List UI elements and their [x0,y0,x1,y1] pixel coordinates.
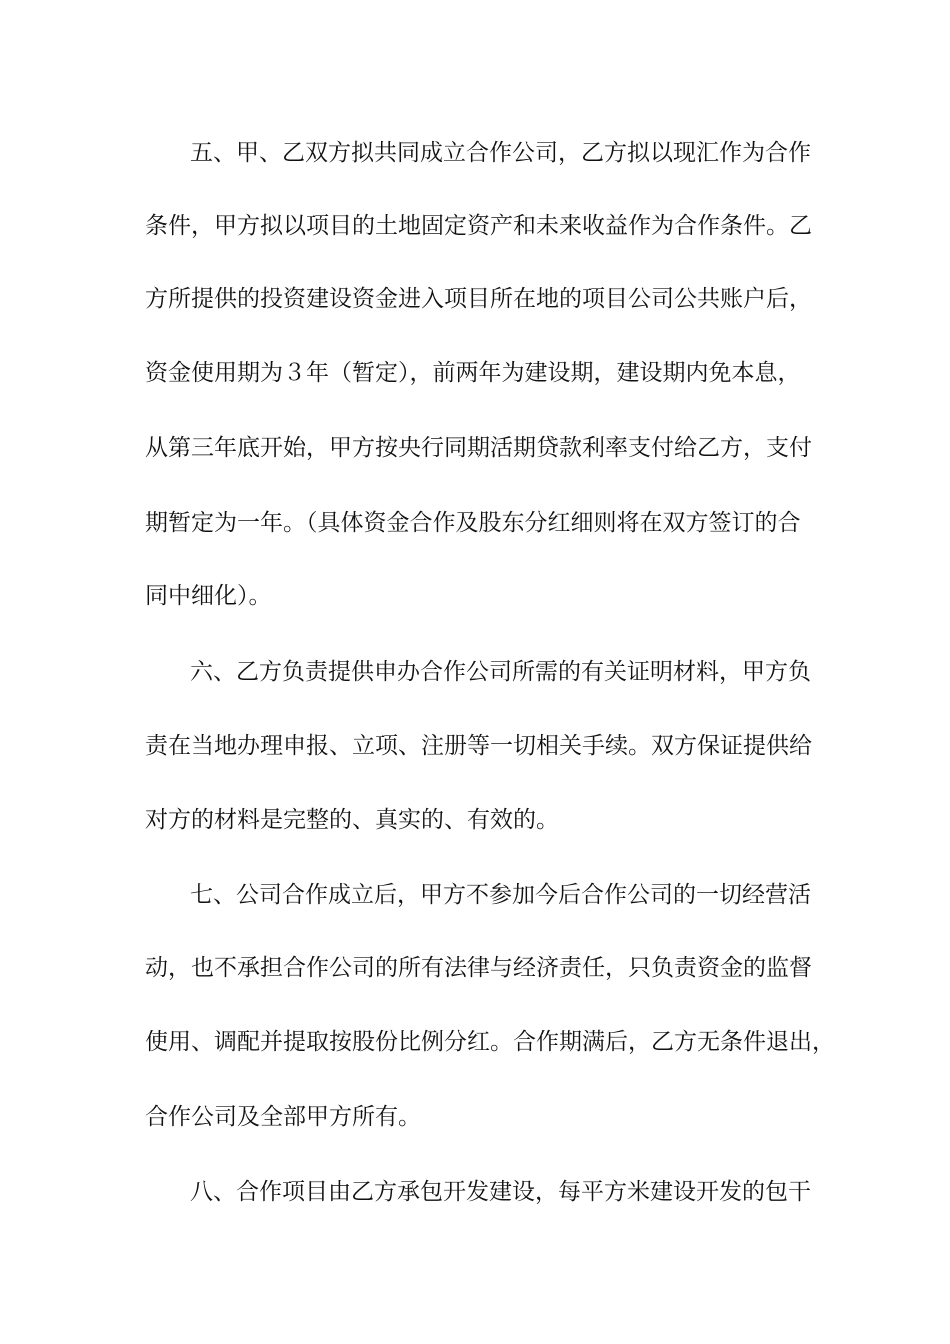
paragraph-8-line-1: 八、合作项目由乙方承包开发建设，每平方米建设开发的包干 [190,1179,811,1205]
paragraph-6-line-3: 对方的材料是完整的、真实的、有效的。 [145,807,559,833]
paragraph-7-line-1: 七、公司合作成立后，甲方不参加今后合作公司的一切经营活 [190,882,811,908]
paragraph-5-line-6: 期暂定为一年。（具体资金合作及股东分红细则将在双方签订的合 [145,510,801,536]
paragraph-5-line-3: 方所提供的投资建设资金进入项目所在地的项目公司公共账户后， [145,286,812,312]
paragraph-7-line-2: 动，也不承担合作公司的所有法律与经济责任，只负责资金的监督 [145,955,812,981]
paragraph-5-line-1: 五、甲、乙双方拟共同成立合作公司，乙方拟以现汇作为合作 [190,140,811,166]
paragraph-7-line-3: 使用、调配并提取按股份比例分红。合作期满后，乙方无条件退出， [145,1029,835,1055]
paragraph-6-line-2: 责在当地办理申报、立项、注册等一切相关手续。双方保证提供给 [145,733,812,759]
paragraph-5-line-4: 资金使用期为３年（暂定），前两年为建设期，建设期内免本息， [145,360,801,386]
paragraph-5-line-5: 从第三年底开始，甲方按央行同期活期贷款利率支付给乙方，支付 [145,435,812,461]
paragraph-7-line-4: 合作公司及全部甲方所有。 [145,1104,421,1130]
paragraph-5-line-2: 条件，甲方拟以项目的土地固定资产和未来收益作为合作条件。乙 [145,213,812,239]
paragraph-5-line-7: 同中细化）。 [145,583,272,609]
paragraph-6-line-1: 六、乙方负责提供申办合作公司所需的有关证明材料，甲方负 [190,659,811,685]
